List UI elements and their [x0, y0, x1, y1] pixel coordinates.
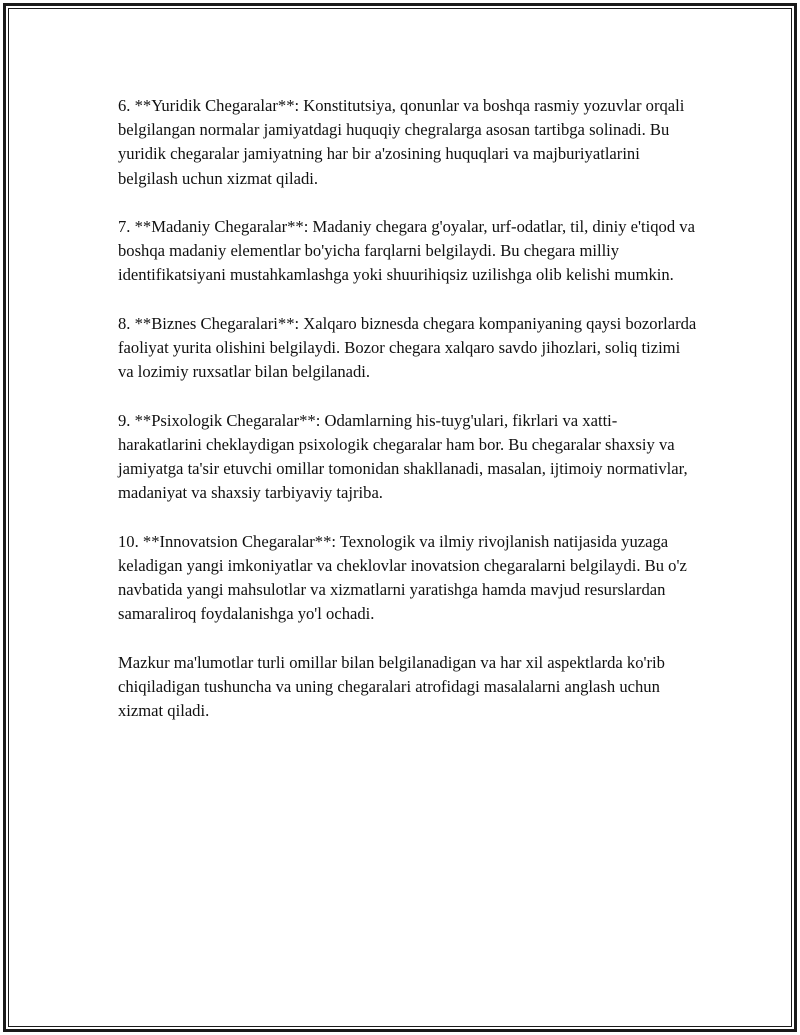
- paragraph-yuridik-chegaralar: 6. **Yuridik Chegaralar**: Konstitutsiya, qonunlar va boshqa rasmiy yozuvlar orqali belgilangan normalar jamiyatdagi huquqiy chegralarga asosan tartibga solinadi. Bu yuridik chegaralar jamiyatning har bir a'zosining huquqlari va majburiyatlarini belgilash uchun xizmat qiladi.: [118, 96, 685, 188]
- paragraph-innovatsion-chegaralar: 10. **Innovatsion Chegaralar**: Texnologik va ilmiy rivojlanish natijasida yuzaga keladigan yangi imkoniyatlar va cheklovlar inovatsion chegaralarni belgilaydi. Bu o'z navbatida yangi mahsulotlar va xizmatlarni yaratishga hamda mavjud resurslardan samaraliroq foydalanishga yo'l ochadi.: [118, 531, 687, 624]
- paragraph-conclusion: Mazkur ma'lumotlar turli omillar bilan belgilanadigan va har xil aspektlarda ko'rib chiqiladigan tushuncha va uning chegaralari atrofidagi masalalarni anglash uchun xizmat qiladi.: [118, 652, 665, 720]
- paragraph-biznes-chegaralari: 8. **Biznes Chegaralari**: Xalqaro biznesda chegara kompaniyaning qaysi bozorlarda faoliyat yurita olishini belgilaydi. Bozor chegara xalqaro savdo jihozlari, soliq tizimi va lozimiy ruxsatlar bilan belgilanadi.: [118, 313, 697, 382]
- paragraph-psixologik-chegaralar: 9. **Psixologik Chegaralar**: Odamlarning his-tuyg'ulari, fikrlari va xatti-harakatlarini cheklaydigan psixologik chegaralar ham bor. Bu chegaralar shaxsiy va jamiyatga ta'sir etuvchi omillar tomonidan shakllanadi, masalan, ijtimoiy normativlar, madaniyat va shaxsiy tarbiyaviy tajriba.: [118, 410, 688, 503]
- document-body: [118, 94, 698, 747]
- document-page: [3, 3, 797, 1032]
- paragraph-madaniy-chegaralar: 7. **Madaniy Chegaralar**: Madaniy chegara g'oyalar, urf-odatlar, til, diniy e'tiqod va boshqa madaniy elementlar bo'yicha farqlarni belgilaydi. Bu chegara milliy identifikatsiyani mustahkamlashga yoki shuurihiqsiz uzilishga olib kelishi mumkin.: [118, 217, 695, 285]
